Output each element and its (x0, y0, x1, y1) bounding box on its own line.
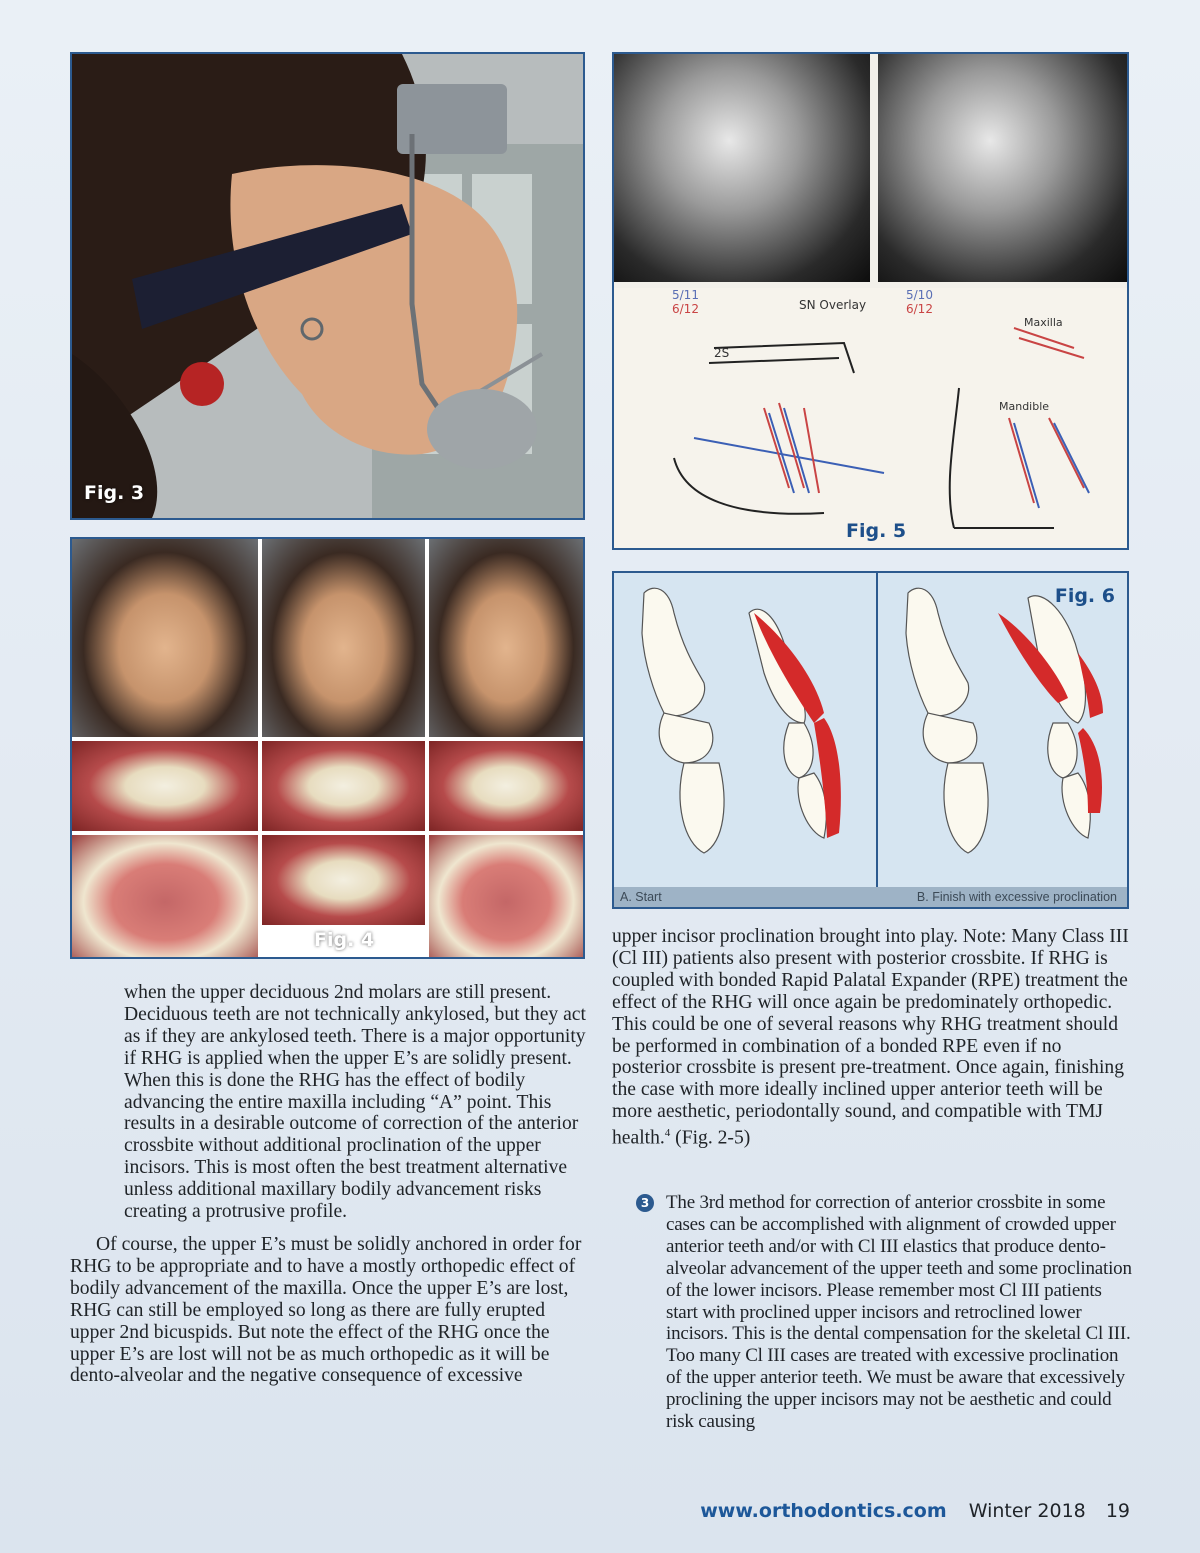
smile-photo (429, 539, 583, 737)
figure-6-label: Fig. 6 (1054, 585, 1115, 607)
figure-4-photo-grid (70, 537, 585, 959)
caption-start: A. Start (620, 890, 662, 904)
upper-occlusal-photo (72, 835, 258, 957)
figure-4-label: Fig. 4 (314, 929, 375, 951)
method-3-block (612, 1192, 1132, 1433)
frontal-photo (262, 539, 425, 737)
figure-5-cephalometric (612, 52, 1129, 550)
method-number-badge: 3 (636, 1194, 654, 1212)
left-text-column (70, 982, 588, 1387)
figure-3-photo (70, 52, 585, 520)
right-text-column (612, 926, 1132, 1150)
intraoral-frontal-photo (262, 741, 425, 831)
tracing-mark: 2S (714, 346, 730, 360)
left-paragraph-2: Of course, the upper E’s must be solidly anchored in order for RHG to be appropriate and to have a mostly orthopedic effect of bodily advancement of the maxilla. Once the upper E’s are lost, RHG can still be employed so long as there are fully erupted upper 2nd bicuspids. But note the effect of the RHG once the upper E’s are lost will not be as much orthopedic as it will be dento-alveolar and the negative consequence of excessive (70, 1233, 582, 1387)
tracing-date-finish: 6/12 (672, 302, 699, 316)
figure-3-label: Fig. 3 (84, 482, 145, 504)
diagram-panel-finish (876, 573, 1129, 907)
xray-start (614, 54, 870, 282)
tracing-mandible-note: Mandible (999, 400, 1050, 413)
lower-occlusal-photo (429, 835, 583, 957)
figure-6-diagram (612, 571, 1129, 909)
profile-photo (72, 539, 258, 737)
patient-profile-illustration (72, 54, 583, 518)
tracing-overlay (614, 288, 1127, 548)
right-paragraph-1-tail: (Fig. 2-5) (670, 1127, 751, 1149)
website-link[interactable]: www.orthodontics.com (700, 1500, 947, 1522)
right-paragraph-1 (612, 926, 1132, 1150)
footnote-ref: 4 (664, 1127, 671, 1140)
tracing-maxilla-note: Maxilla (1024, 316, 1063, 329)
diagram-panel-start (614, 573, 872, 907)
tracing-sn-overlay-note: SN Overlay (799, 298, 867, 312)
method-3-paragraph: The 3rd method for correction of anterior crossbite in some cases can be accomplished with alignment of crowded upper anterior teeth and/or with Cl III elastics that produce dento-alveolar advancement of the upper teeth and some proclination of the lower incisors. Please remember most Cl III patients start with proclined upper incisors and retroclined lower incisors. This is the dental compensation for the skeletal Cl III. Too many Cl III cases are treated with excessive proclination of the upper anterior teeth. We must be aware that excessively proclining the upper incisors may not be aesthetic and could risk causing (666, 1192, 1132, 1433)
right-paragraph-1-text: upper incisor proclination brought into play. Note: Many Class III (Cl III) patients also present with posterior crossbite. If RHG is coupled with bonded Rapid Palatal Expander (RPE) treatment the effect of the RHG will once again be predominately orthopedic. This could be one of several reasons why RHG treatment should be performed in combination of a bonded RPE even if no posterior crossbite is present pre-treatment. Once again, finishing the case with more ideally inclined upper anterior teeth will be more aesthetic, periodontally sound, and compatible with TMJ health. (612, 926, 1129, 1149)
xray-finish (878, 54, 1127, 282)
tracing-date-start-right: 5/10 (906, 288, 933, 302)
intraoral-right-photo (72, 741, 258, 831)
diagram-caption-bar (614, 887, 1127, 907)
page-number: 19 (1105, 1500, 1130, 1522)
figure-5-label: Fig. 5 (846, 520, 907, 542)
page-footer (700, 1500, 1130, 1522)
intraoral-left-photo (429, 741, 583, 831)
issue-label: Winter 2018 (968, 1500, 1086, 1522)
left-paragraph-1: when the upper deciduous 2nd molars are still present. Deciduous teeth are not technically ankylosed, but they act as if they are ankylosed teeth. There is a major opportunity if RHG is applied when the upper E’s are solidly present. When this is done the RHG has the effect of bodily advancing the entire maxilla including “A” point. This results in a desirable outcome of correction of the anterior crossbite without additional proclination of the upper incisors. This is most often the best treatment alternative unless additional maxillary bodily advancement risks creating a protrusive profile. (124, 982, 586, 1223)
caption-finish: B. Finish with excessive proclination (916, 890, 1117, 904)
tracing-date-start: 5/11 (672, 288, 699, 302)
tracing-date-finish-right: 6/12 (906, 302, 933, 316)
intraoral-open-photo (262, 835, 425, 925)
